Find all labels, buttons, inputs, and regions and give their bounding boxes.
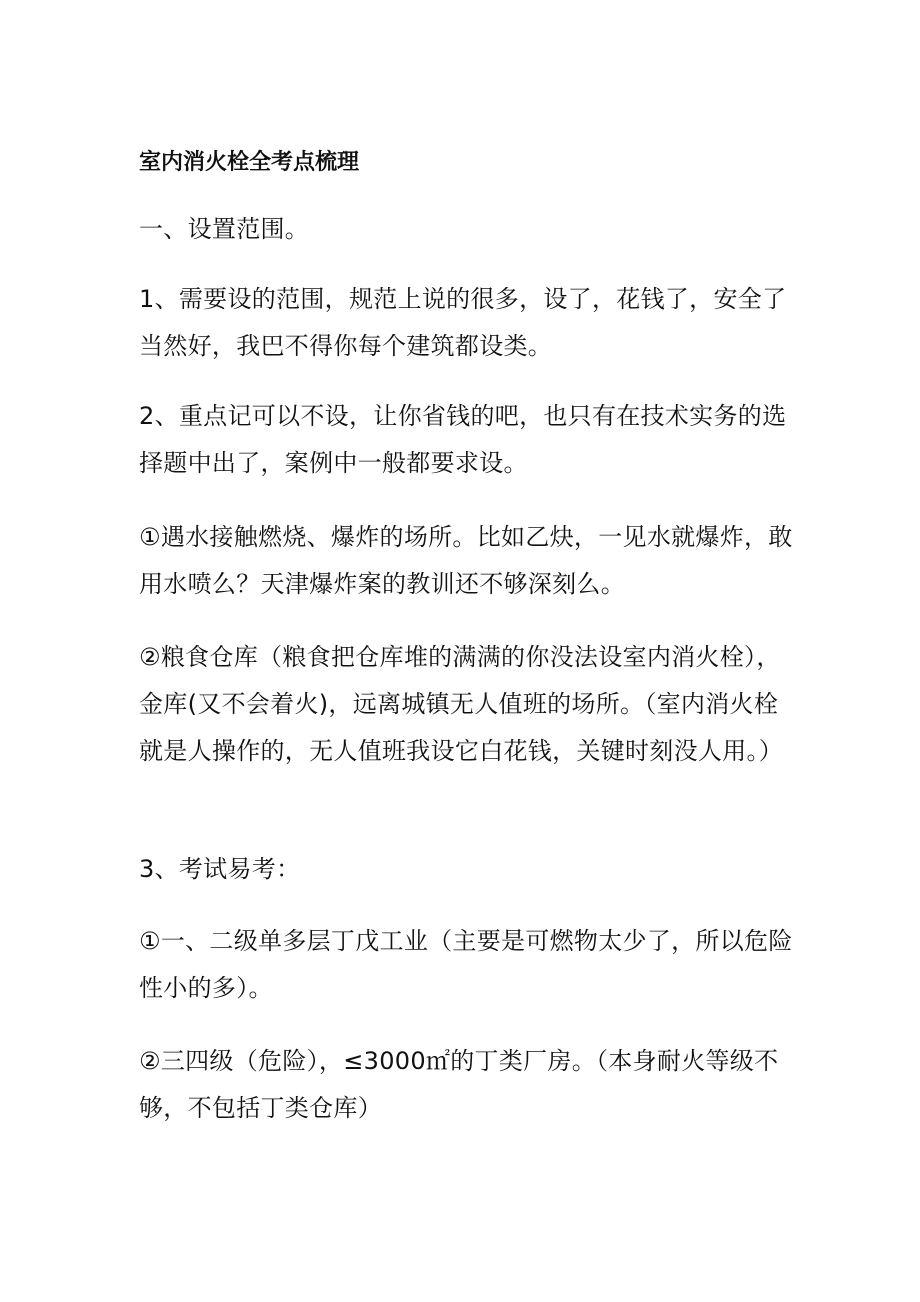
paragraph-subitem-grain-warehouse: ②粮食仓库（粮食把仓库堆的满满的你没法设室内消火栓），金库(又不会着火)，远离城镇无人值班的场所。（室内消火栓就是人操作的，无人值班我设它白花钱，关键时刻没人用。） <box>139 643 784 765</box>
document-title: 室内消火栓全考点梳理 <box>139 149 360 175</box>
paragraph-item-2: 2、重点记可以不设，让你省钱的吧，也只有在技术实务的选择题中出了，案例中一般都要求设。 <box>139 402 787 477</box>
paragraph-subitem-class-d-e: ①一、二级单多层丁戊工业（主要是可燃物太少了，所以危险性小的多）。 <box>139 927 793 1002</box>
paragraph-item-3: 3、考试易考： <box>139 855 301 883</box>
paragraph-subitem-water-reactive: ①遇水接触燃烧、爆炸的场所。比如乙炔，一见水就爆炸，敢用水喷么？天津爆炸案的教训还不够深刻么。 <box>139 523 793 598</box>
paragraph-item-1: 1、需要设的范围，规范上说的很多，设了，花钱了，安全了当然好，我巴不得你每个建筑都设类。 <box>139 285 787 360</box>
paragraph-subitem-class-d-plant: ②三四级（危险），≤3000㎡的丁类厂房。（本身耐火等级不够，不包括丁类仓库） <box>139 1047 779 1122</box>
section-heading-scope: 一、设置范围。 <box>139 215 310 243</box>
